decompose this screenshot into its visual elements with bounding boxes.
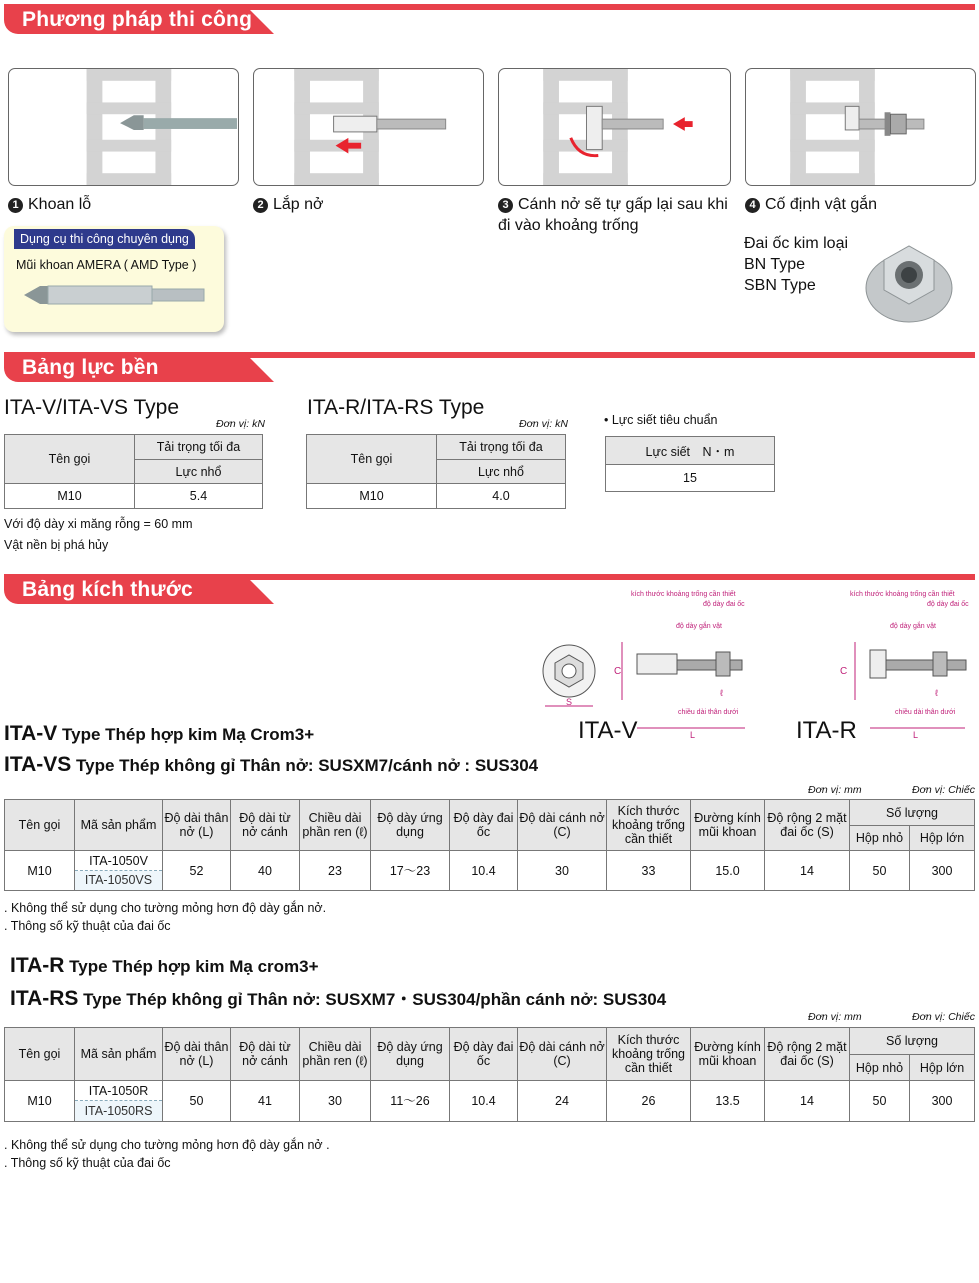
svg-text:L: L (913, 730, 919, 740)
strength-note-2: Vật nền bị phá hủy (4, 538, 109, 552)
step-1-label: 1 Khoan lỗ (8, 194, 91, 215)
header: Kích thước khoảng trống cần thiết (607, 1028, 691, 1081)
header: Độ dài thân nở (L) (163, 800, 231, 851)
svg-text:kích thước khoảng trống cần th: kích thước khoảng trống cần thiết (631, 591, 736, 598)
ita-v-title: ITA-V Type Thép hợp kim Mạ Crom3+ (4, 722, 315, 745)
cell-value: 5.4 (135, 484, 263, 509)
header-pull-force: Lực nhổ (437, 460, 566, 484)
cell: 52 (163, 851, 231, 891)
header-name: Tên gọi (307, 435, 437, 484)
header: Số lượng (850, 1028, 975, 1055)
header: Độ dài thân nở (L) (163, 1028, 231, 1081)
torque-table (605, 436, 775, 492)
strength-r-table (306, 434, 566, 509)
header: Mã sản phẩm (75, 800, 163, 851)
cell: 26 (607, 1081, 691, 1122)
header: Kích thước khoảng trống cần thiết (607, 800, 691, 851)
cell: 14 (765, 851, 850, 891)
itav-note-2: . Thông số kỹ thuật của đai ốc (4, 919, 171, 933)
nut-description: Đai ốc kim loại BN Type SBN Type (744, 235, 849, 294)
svg-text:C: C (840, 666, 848, 677)
cell: 11～26 (371, 1081, 450, 1122)
step-2-illustration (253, 68, 484, 186)
strength-v-title: ITA-V/ITA-VS Type (4, 396, 180, 419)
cell-code: ITA-1050V ITA-1050VS (75, 851, 163, 891)
section-title: Bảng lực bền (22, 356, 159, 379)
itar-dimension-table (4, 1027, 975, 1122)
cell: 50 (850, 1081, 910, 1122)
svg-text:độ dày đai ốc: độ dày đai ốc (927, 601, 969, 608)
step-3-illustration (498, 68, 731, 186)
cell-code: ITA-1050R ITA-1050RS (75, 1081, 163, 1122)
cell-name: M10 (307, 484, 437, 509)
cell: 13.5 (691, 1081, 765, 1122)
strength-v-unit: Đơn vị: kN (216, 418, 265, 430)
flange-nut-icon (864, 230, 954, 326)
header: Số lượng (850, 800, 975, 826)
cell-name: M10 (5, 1081, 75, 1122)
header: Độ dày đai ốc (450, 800, 518, 851)
itar-note-1: . Không thể sử dụng cho tường mỏng hơn độ dày gắn nở . (4, 1138, 330, 1152)
itav-dimension-table (4, 799, 975, 891)
strength-note-1: Với độ dày xi măng rỗng = 60 mm (4, 517, 193, 531)
cell: 10.4 (450, 851, 518, 891)
svg-text:L: L (690, 730, 696, 740)
cell: 300 (910, 851, 975, 891)
svg-text:chiều dài thân dưới: chiều dài thân dưới (678, 709, 739, 716)
header: Độ dày ứng dụng (371, 800, 450, 851)
torque-title: • Lực siết tiêu chuẩn (604, 413, 718, 427)
header: Độ dài cánh nở (C) (518, 800, 607, 851)
header: Đường kính mũi khoan (691, 800, 765, 851)
cell: 30 (300, 1081, 371, 1122)
svg-text:kích thước khoảng trống cần th: kích thước khoảng trống cần thiết (850, 591, 955, 598)
cell: 24 (518, 1081, 607, 1122)
svg-text:chiều dài thân dưới: chiều dài thân dưới (895, 709, 956, 716)
cell: 40 (231, 851, 300, 891)
header: Hộp nhỏ (850, 826, 910, 851)
ita-r-diagram-label: ITA-R (796, 717, 857, 744)
section-header-dimension (4, 574, 975, 608)
strength-v-table (4, 434, 263, 509)
itar-note-2: . Thông số kỹ thuật của đai ốc (4, 1156, 171, 1170)
header-name: Tên gọi (5, 435, 135, 484)
header: Độ rộng 2 mặt đai ốc (S) (765, 1028, 850, 1081)
svg-text:ℓ: ℓ (935, 688, 938, 698)
strength-r-unit: Đơn vị: kN (519, 418, 568, 430)
header: Chiều dài phần ren (ℓ) (300, 1028, 371, 1081)
header: Hộp lớn (910, 1055, 975, 1081)
itav-unit-mm: Đơn vị: mm (808, 784, 862, 796)
header: Tên gọi (5, 800, 75, 851)
step-3-label: 3 Cánh nở sẽ tự gấp lại sau khi đi vào khoảng trống (498, 196, 728, 234)
section-header-strength (4, 352, 975, 386)
itav-note-1: . Không thể sử dụng cho tường mỏng hơn độ dày gắn nở. (4, 901, 327, 915)
step-1-illustration (8, 68, 239, 186)
cell: 300 (910, 1081, 975, 1122)
itar-unit-pc: Đơn vị: Chiếc (912, 1011, 975, 1023)
header: Độ dày đai ốc (450, 1028, 518, 1081)
header: Tên gọi (5, 1028, 75, 1081)
header: Độ dài cánh nở (C) (518, 1028, 607, 1081)
cell: 14 (765, 1081, 850, 1122)
tool-tag: Dụng cụ thi công chuyên dụng (14, 229, 195, 249)
header-max-load: Tải trọng tối đa (437, 435, 566, 460)
strength-r-title: ITA-R/ITA-RS Type (307, 396, 485, 419)
section-title: Bảng kích thước (22, 578, 193, 601)
step-2-label: 2 Lắp nở (253, 194, 324, 215)
step-4-label: 4 Cố định vật gắn (745, 194, 877, 215)
header: Độ dày ứng dụng (371, 1028, 450, 1081)
cell: 41 (231, 1081, 300, 1122)
svg-text:S: S (566, 697, 573, 707)
header: Hộp lớn (910, 826, 975, 851)
cell-name: M10 (5, 851, 75, 891)
cell: 23 (300, 851, 371, 891)
header: Mã sản phẩm (75, 1028, 163, 1081)
header: Độ rộng 2 mặt đai ốc (S) (765, 800, 850, 851)
ita-r-title: ITA-R Type Thép hợp kim Mạ crom3+ (10, 954, 319, 977)
svg-text:độ dày gắn vật: độ dày gắn vật (890, 623, 936, 630)
cell: 30 (518, 851, 607, 891)
header: Độ dài từ nở cánh (231, 1028, 300, 1081)
cell-name: M10 (5, 484, 135, 509)
svg-text:độ dày gắn vật: độ dày gắn vật (676, 623, 722, 630)
cell: 10.4 (450, 1081, 518, 1122)
itav-unit-pc: Đơn vị: Chiếc (912, 784, 975, 796)
header-pull-force: Lực nhổ (135, 460, 263, 484)
header: Chiều dài phần ren (ℓ) (300, 800, 371, 851)
cell: 17～23 (371, 851, 450, 891)
ita-v-diagram (540, 588, 770, 748)
svg-text:ℓ: ℓ (720, 688, 723, 698)
cell: 50 (850, 851, 910, 891)
header-max-load: Tải trọng tối đa (135, 435, 263, 460)
header: Độ dài từ nở cánh (231, 800, 300, 851)
itar-unit-mm: Đơn vị: mm (808, 1011, 862, 1023)
torque-value: 15 (606, 465, 775, 492)
step-4-illustration (745, 68, 976, 186)
svg-text:C: C (614, 666, 622, 677)
cell: 33 (607, 851, 691, 891)
svg-text:độ dày đai ốc: độ dày đai ốc (703, 601, 745, 608)
cell: 15.0 (691, 851, 765, 891)
drill-bit-icon (24, 282, 208, 308)
section-title: Phương pháp thi công (22, 8, 253, 31)
cell: 50 (163, 1081, 231, 1122)
header: Hộp nhỏ (850, 1055, 910, 1081)
header: Đường kính mũi khoan (691, 1028, 765, 1081)
tool-name: Mũi khoan AMERA ( AMD Type ) (16, 258, 197, 272)
ita-vs-title: ITA-VS Type Thép không gỉ Thân nở: SUSXM7/cánh nở : SUS304 (4, 753, 539, 776)
section-header-method (4, 4, 975, 38)
ita-v-diagram-label: ITA-V (578, 717, 638, 744)
ita-rs-title: ITA-RS Type Thép không gỉ Thân nở: SUSXM7・SUS304/phần cánh nở: SUS304 (10, 987, 667, 1010)
torque-header: Lực siết N・m (606, 437, 775, 465)
cell-value: 4.0 (437, 484, 566, 509)
